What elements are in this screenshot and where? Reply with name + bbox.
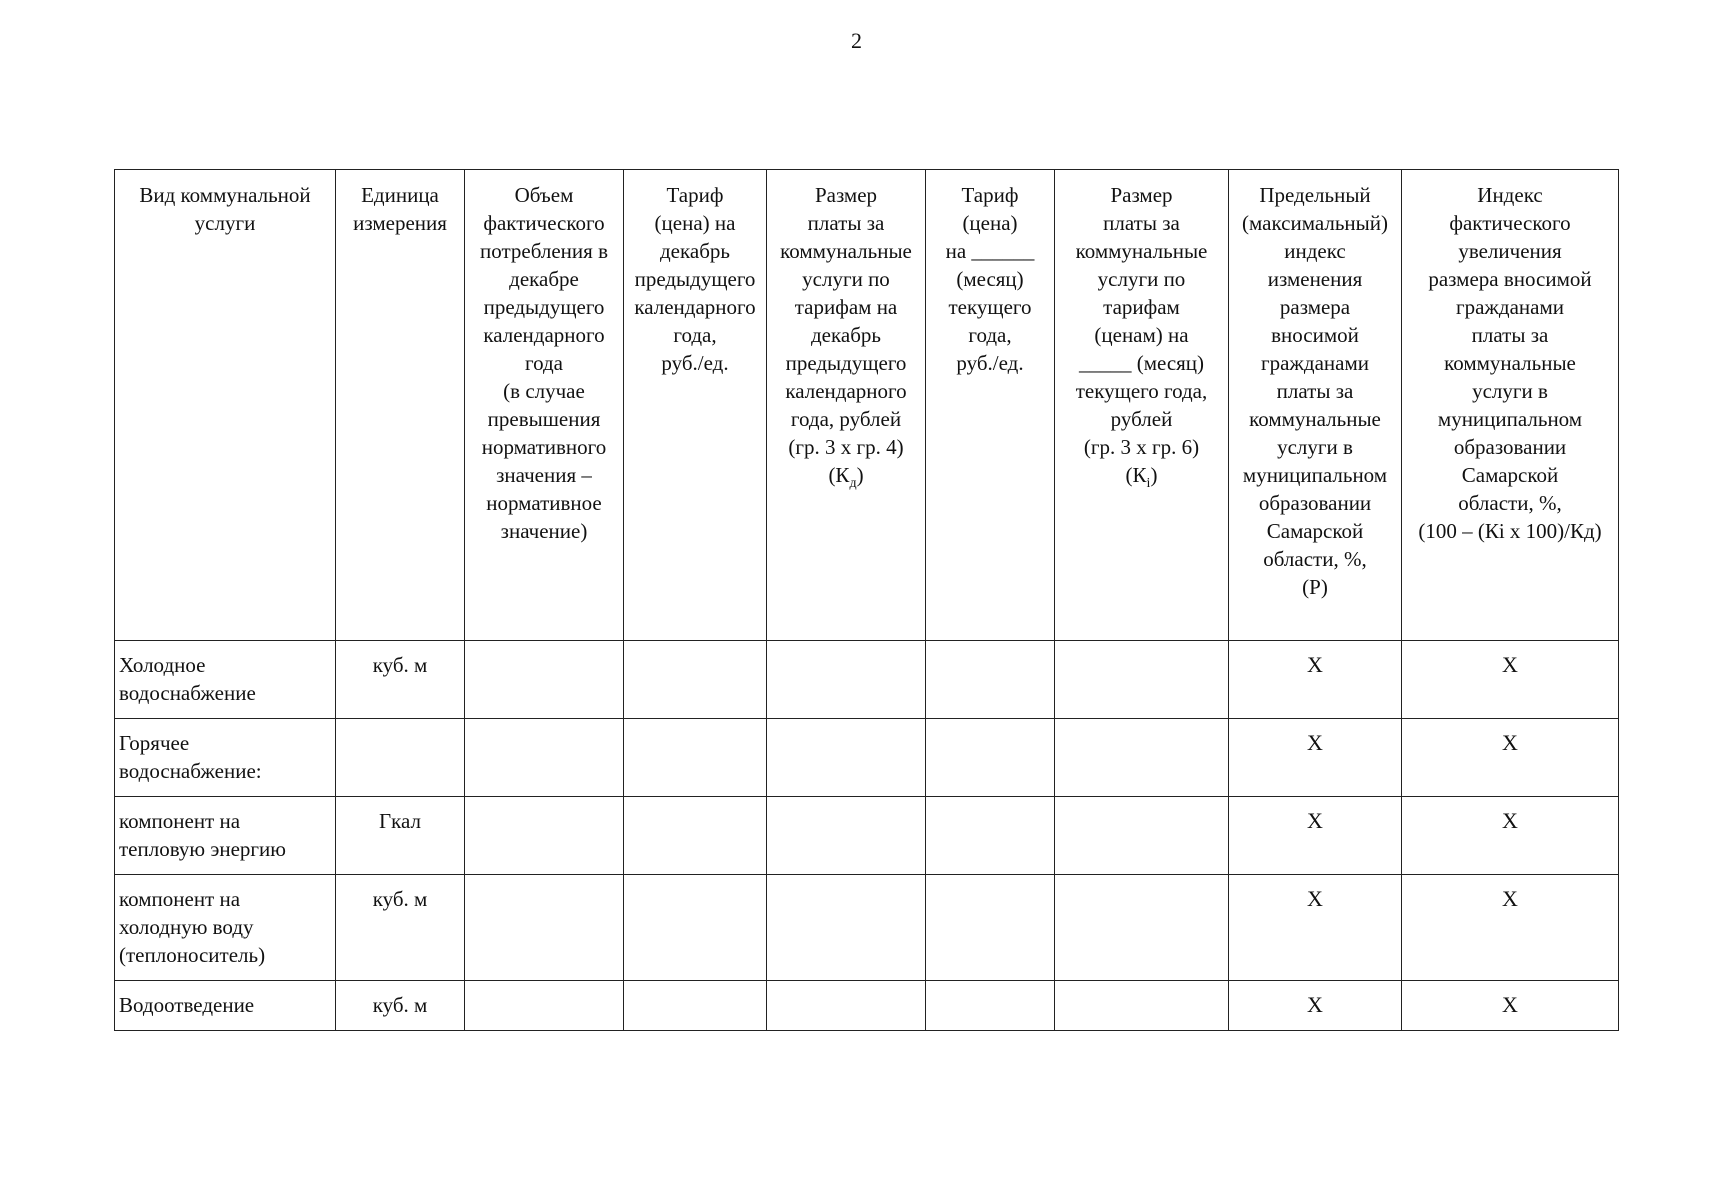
row-cell-empty: [624, 797, 767, 875]
row-cell-empty: [1055, 981, 1229, 1031]
row-cell-empty: [624, 875, 767, 981]
row-max-index-mark: Х: [1229, 641, 1402, 719]
row-cell-empty: [465, 719, 624, 797]
table-row: [115, 797, 1619, 875]
page-number: 2: [851, 28, 862, 53]
row-service-label: Горячее водоснабжение:: [115, 719, 336, 797]
row-cell-empty: [767, 719, 926, 797]
row-service-label: Холодное водоснабжение: [115, 641, 336, 719]
row-actual-index-mark: Х: [1402, 641, 1619, 719]
row-max-index-mark: Х: [1229, 875, 1402, 981]
row-unit: куб. м: [336, 641, 465, 719]
header-tariff-december: Тариф (цена) на декабрь предыдущего календарного года, руб./ед.: [624, 170, 767, 641]
row-cell-empty: [1055, 875, 1229, 981]
row-max-index-mark: Х: [1229, 719, 1402, 797]
table-row: [115, 641, 1619, 719]
header-payment-current: Размер платы за коммунальные услуги по тарифам (ценам) на _____ (месяц) текущего года, рублей (гр. 3 x гр. 6) $(К_i)$: [1055, 170, 1229, 641]
row-service-label: компонент на холодную воду (теплоноситель): [115, 875, 336, 981]
row-service-label: Водоотведение: [115, 981, 336, 1031]
table-header-row: [115, 170, 1619, 641]
header-actual-index: Индекс фактического увеличения размера вносимой гражданами платы за коммунальные услуги в муниципальном образовании Самарской области, %, (100 – (Кi x 100)/Кд): [1402, 170, 1619, 641]
row-cell-empty: [926, 719, 1055, 797]
row-unit: [336, 719, 465, 797]
row-cell-empty: [767, 641, 926, 719]
row-cell-empty: [1055, 719, 1229, 797]
row-actual-index-mark: Х: [1402, 875, 1619, 981]
row-unit: Гкал: [336, 797, 465, 875]
row-cell-empty: [926, 641, 1055, 719]
row-unit: куб. м: [336, 981, 465, 1031]
row-cell-empty: [767, 875, 926, 981]
header-tariff-current: Тариф (цена) на ______ (месяц) текущего года, руб./ед.: [926, 170, 1055, 641]
row-cell-empty: [465, 641, 624, 719]
table-row: [115, 719, 1619, 797]
header-payment-december: Размер платы за коммунальные услуги по тарифам на декабрь предыдущего календарного года, рублей (гр. 3 x гр. 4) $(К_д)$: [767, 170, 926, 641]
utility-payment-table: [114, 169, 1619, 1031]
header-actual-volume: Объем фактического потребления в декабре предыдущего календарного года (в случае превышения нормативного значения – нормативное значение): [465, 170, 624, 641]
row-cell-empty: [1055, 641, 1229, 719]
row-max-index-mark: Х: [1229, 981, 1402, 1031]
row-cell-empty: [926, 875, 1055, 981]
row-cell-empty: [926, 981, 1055, 1031]
table-row: [115, 875, 1619, 981]
row-cell-empty: [624, 981, 767, 1031]
row-cell-empty: [624, 641, 767, 719]
header-max-index: Предельный (максимальный) индекс изменения размера вносимой гражданами платы за коммунальные услуги в муниципальном образовании Самарской области, %, (Р): [1229, 170, 1402, 641]
row-actual-index-mark: Х: [1402, 719, 1619, 797]
row-service-label: компонент на тепловую энергию: [115, 797, 336, 875]
row-cell-empty: [465, 981, 624, 1031]
row-cell-empty: [1055, 797, 1229, 875]
table-row: [115, 981, 1619, 1031]
row-actual-index-mark: Х: [1402, 797, 1619, 875]
row-cell-empty: [767, 981, 926, 1031]
row-max-index-mark: Х: [1229, 797, 1402, 875]
row-unit: куб. м: [336, 875, 465, 981]
row-cell-empty: [624, 719, 767, 797]
row-cell-empty: [465, 875, 624, 981]
header-service-type: Вид коммунальной услуги: [115, 170, 336, 641]
row-cell-empty: [465, 797, 624, 875]
header-unit: Единица измерения: [336, 170, 465, 641]
row-cell-empty: [767, 797, 926, 875]
row-actual-index-mark: Х: [1402, 981, 1619, 1031]
row-cell-empty: [926, 797, 1055, 875]
